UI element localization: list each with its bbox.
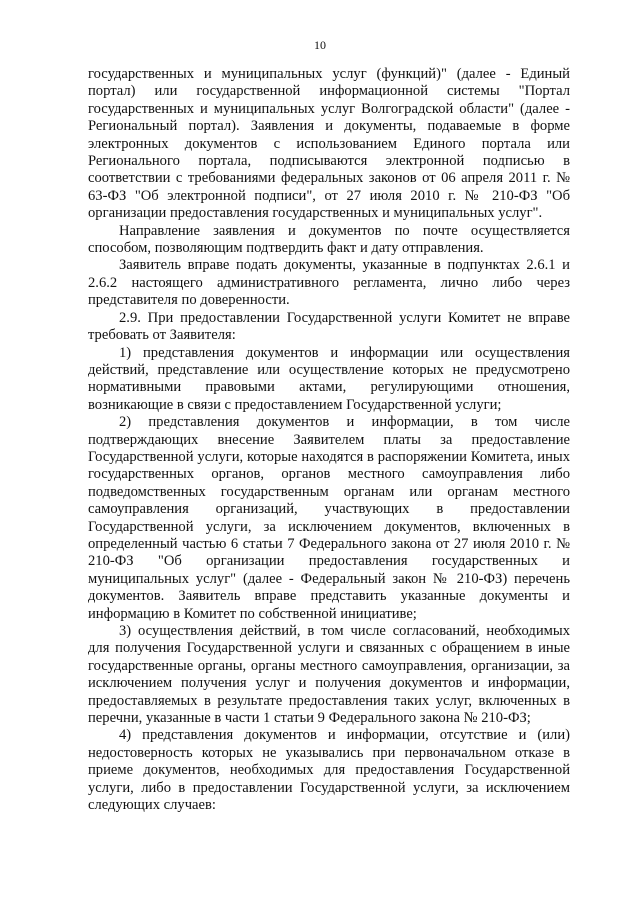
paragraph: 2) представления документов и информации, в том числе подтверждающих внесение Заявителем платы за предоставление Государственной услуги, которые находятся в распоряжении Комитета, иных государственных органов, органов местного самоуправления либо подведомственных государственным органам или органам местного самоуправления организаций, участвующих в предоставлении Государственной услуги, за исключением документов, включенных в определенный частью 6 статьи 7 Федерального закона от 27 июля 2010 г. № 210-ФЗ "Об организации предоставления государственных и муниципальных услуг" (далее - Федеральный закон № 210-ФЗ) перечень документов. Заявитель вправе представить указанные документы и информацию в Комитет по собственной инициативе;	[88, 414, 570, 622]
paragraph: 2.9. При предоставлении Государственной услуги Комитет не вправе требовать от Заявителя:	[88, 309, 570, 344]
paragraph: 1) представления документов и информации или осуществления действий, представление или осуществление которых не предусмотрено нормативными правовыми актами, регулирующими отношения, возникающие в связи с предоставлением Государственной услуги;	[88, 344, 570, 413]
page-number: 10	[314, 38, 326, 52]
paragraph: Заявитель вправе подать документы, указанные в подпунктах 2.6.1 и 2.6.2 настоящего административного регламента, лично либо через представителя по доверенности.	[88, 257, 570, 309]
paragraph: 3) осуществления действий, в том числе согласований, необходимых для получения Государственной услуги и связанных с обращением в иные государственные органы, органы местного самоуправления, организации, за исключением получения услуг и получения документов и информации, предоставляемых в результате предоставления таких услуг, включенных в перечни, указанные в части 1 статьи 9 Федерального закона № 210-ФЗ;	[88, 623, 570, 727]
body-text	[88, 66, 570, 814]
paragraph: 4) представления документов и информации, отсутствие и (или) недостоверность которых не указывались при первоначальном отказе в приеме документов, необходимых для предоставления Государственной услуги, либо в предоставлении Государственной услуги, за исключением следующих случаев:	[88, 727, 570, 814]
paragraph: государственных и муниципальных услуг (функций)" (далее - Единый портал) или государственной информационной системы "Портал государственных и муниципальных услуг Волгоградской области" (далее - Региональный портал). Заявления и документы, подаваемые в форме электронных документов с использованием Единого портала или Регионального портала, подписываются электронной подписью в соответствии с требованиями федеральных законов от 06 апреля 2011 г. № 63-ФЗ "Об электронной подписи", от 27 июля 2010 г. № 210-ФЗ "Об организации предоставления государственных и муниципальных услуг".	[88, 66, 570, 222]
paragraph: Направление заявления и документов по почте осуществляется способом, позволяющим подтвердить факт и дату отправления.	[88, 222, 570, 257]
